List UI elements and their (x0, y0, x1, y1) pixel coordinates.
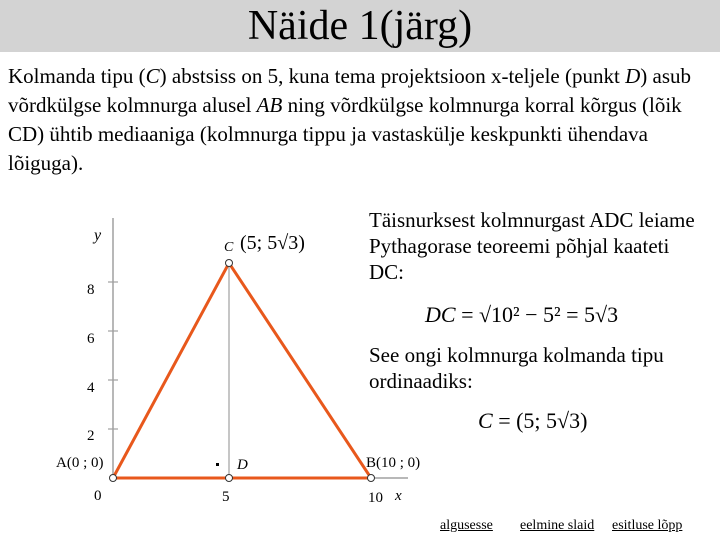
point-c-coordinates: (5; 5√3) (240, 232, 305, 254)
slide-title: Näide 1(järg) (247, 3, 473, 49)
point-b-marker (368, 475, 375, 482)
nav-prev-slide-link[interactable]: eelmine slaid (520, 518, 595, 533)
point-a-marker (110, 475, 117, 482)
y-tick-label-8: 8 (87, 282, 95, 298)
y-tick-label-4: 4 (87, 380, 95, 396)
c-formula (478, 408, 587, 434)
y-tick-label-2: 2 (87, 428, 95, 444)
point-a-label: A(0 ; 0) (56, 455, 104, 471)
intro-segment-ab: AB (256, 93, 283, 117)
point-b-label: B(10 ; 0) (366, 455, 421, 471)
intro-text-2: ) abstsiss on 5, kuna tema projektsioon x-teljele (punkt (159, 64, 626, 88)
x-tick-label-0: 0 (94, 488, 102, 504)
x-axis-label: x (395, 488, 402, 504)
ordinate-explanation: See ongi kolmnurga kolmanda tipu ordinaadiks: (369, 343, 664, 393)
intro-text-1: Kolmanda tipu ( (8, 64, 146, 88)
right-angle-dot (216, 463, 219, 466)
point-d-marker (226, 475, 233, 482)
equilateral-triangle (113, 263, 371, 478)
c-formula-rhs: = (5; 5√3) (498, 408, 588, 433)
pythagoras-explanation: Täisnurksest kolmnurgast ADC leiame Pythagorase teoreemi põhjal kaateti DC: (369, 208, 695, 284)
nav-end-link[interactable]: esitluse lõpp (612, 518, 683, 533)
intro-text-3: ) asub võrdkülgse kolmnurga alusel (8, 64, 691, 117)
dc-formula (425, 302, 618, 328)
intro-point-c: C (145, 64, 160, 88)
c-formula-lhs: C (478, 408, 493, 433)
x-tick-label-10: 10 (368, 490, 383, 506)
point-c-label: C (224, 240, 234, 255)
intro-text-4: ning võrdkülgse kolmnurga korral kõrgus (lõik CD) ühtib mediaaniga (kolmnurga tippu ja vastaskülje keskpunkti ühendava lõiguga). (8, 93, 682, 175)
x-tick-label-5: 5 (222, 489, 230, 505)
point-d-label: D (237, 457, 248, 473)
dc-formula-rhs: = √10² − 5² = 5√3 (461, 302, 619, 327)
dc-formula-lhs: DC (425, 302, 456, 327)
nav-start-link[interactable]: algusesse (440, 518, 493, 533)
intro-point-d: D (625, 64, 641, 88)
y-axis-label: y (94, 227, 102, 244)
y-tick-label-6: 6 (87, 331, 95, 347)
point-c-marker (226, 260, 233, 267)
